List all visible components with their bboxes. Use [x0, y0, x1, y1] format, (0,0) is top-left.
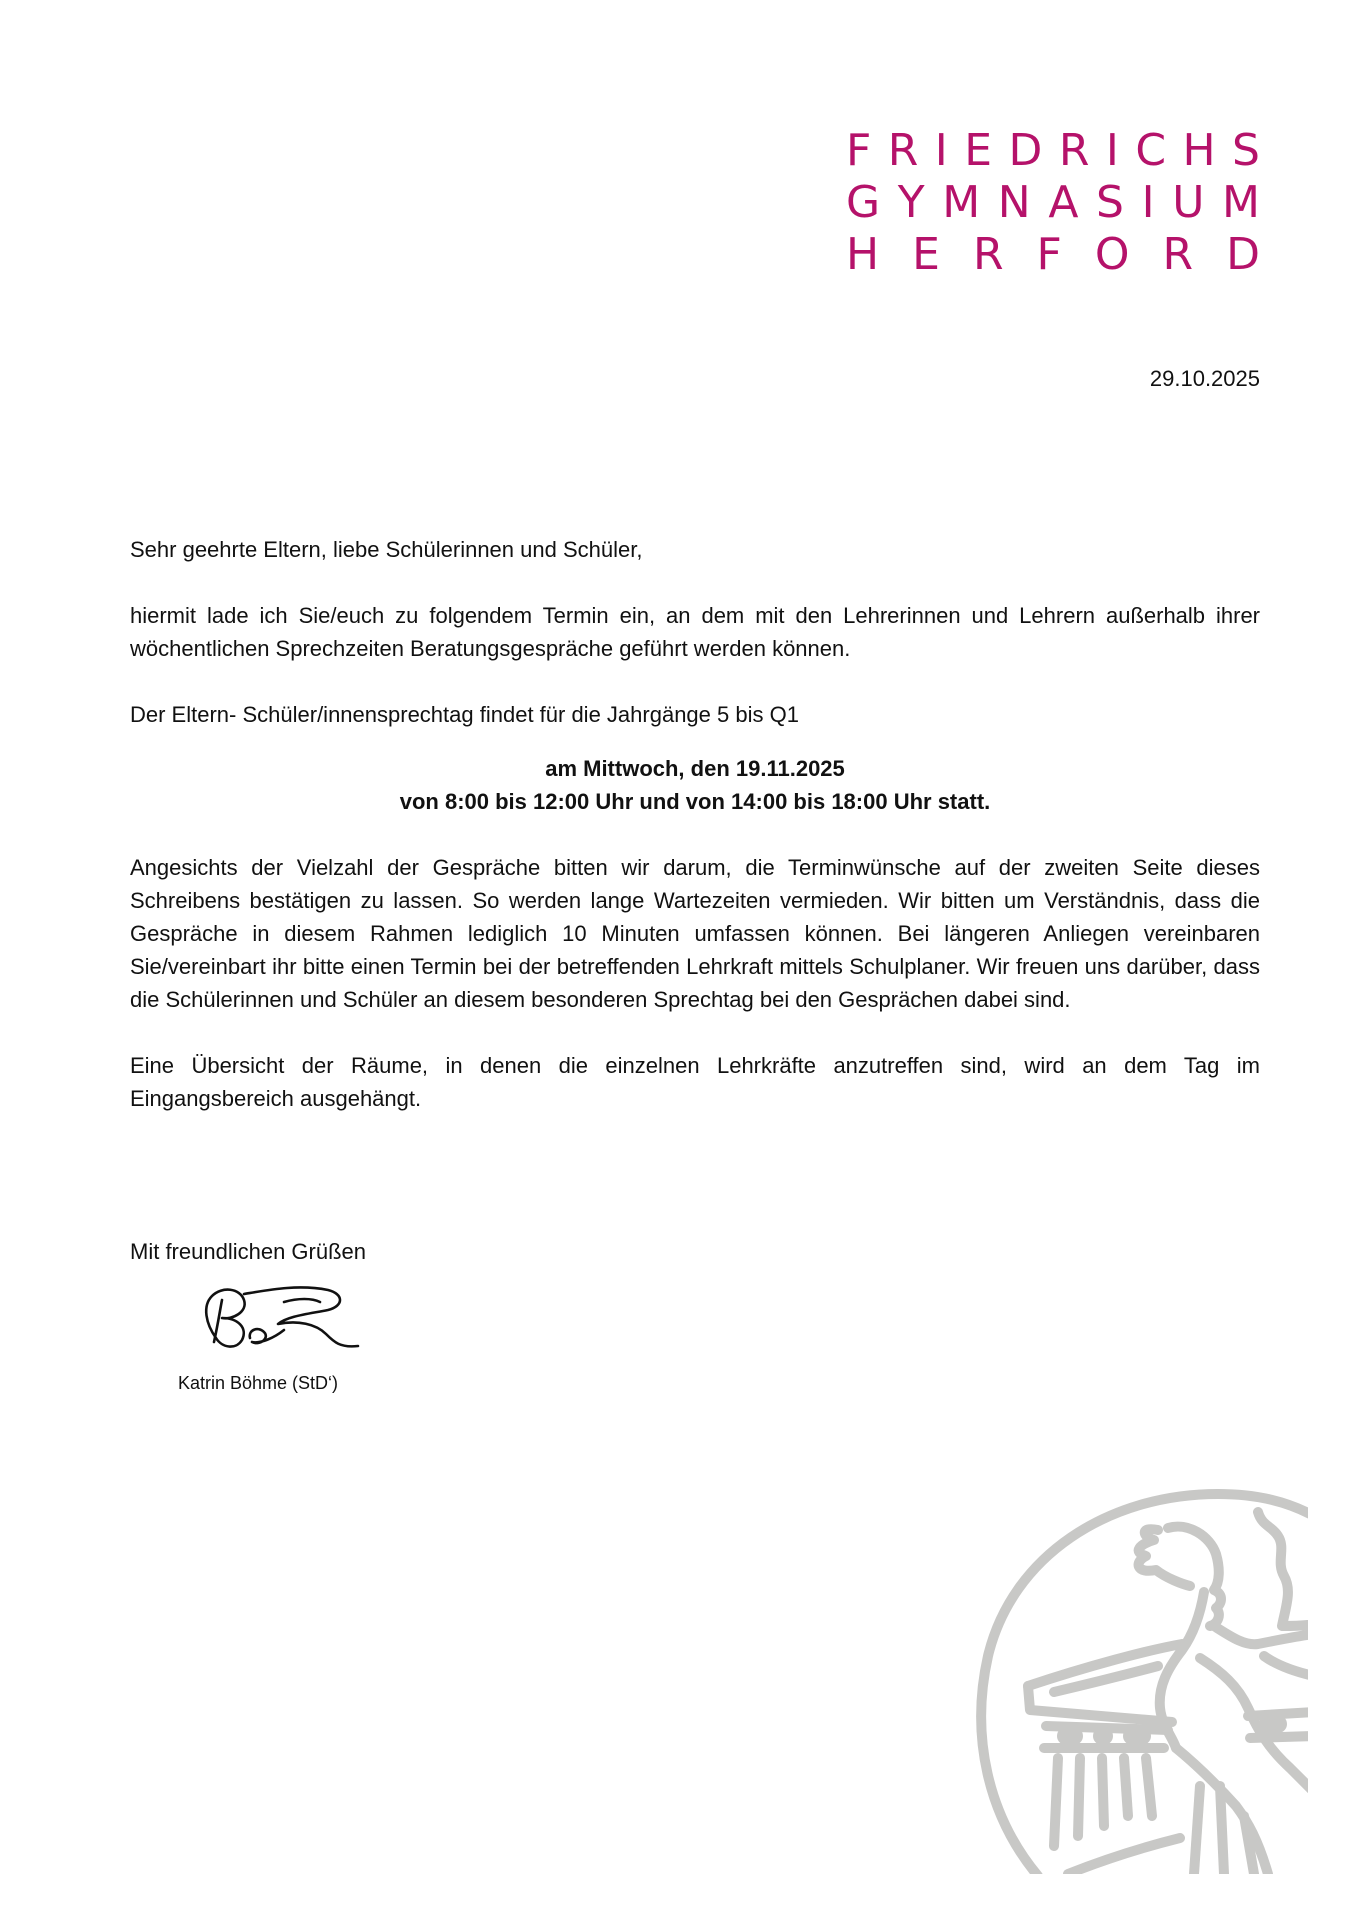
letterhead-letter: M	[942, 177, 981, 228]
letterhead-letter: C	[1135, 125, 1167, 176]
letter-body	[130, 533, 1260, 1115]
letterhead-letter: I	[934, 125, 948, 176]
school-letterhead-logo	[846, 126, 1260, 282]
signature-icon	[188, 1276, 368, 1366]
letterhead-letter: U	[1172, 177, 1205, 228]
letterhead-letter: O	[1094, 229, 1130, 280]
letterhead-letter: F	[846, 125, 872, 176]
letterhead-line-3	[846, 230, 1260, 280]
letterhead-letter: S	[1096, 177, 1124, 228]
letter-date: 29.10.2025	[1149, 366, 1260, 391]
paragraph-appointments: Angesichts der Vielzahl der Gespräche bitten wir darum, die Terminwünsche auf der zweiten Seite dieses Schreibens bestätigen zu lassen. So werden lange Wartezeiten vermieden. Wir bitten um Verständnis, dass die Gespräche in diesem Rahmen lediglich 10 Minuten umfassen können. Bei längeren Anliegen vereinbaren Sie/vereinbart ihr bitte einen Termin bei der betreffenden Lehrkraft mittels Schulplaner. Wir freuen uns darüber, dass die Schülerinnen und Schüler an diesem besonderen Sprechtag bei den Gesprächen dabei sind.	[130, 855, 1260, 1012]
school-emblem-icon	[968, 1486, 1308, 1874]
letterhead-letter: I	[1141, 177, 1155, 228]
letterhead-letter: Y	[897, 177, 925, 228]
letterhead-letter: F	[1036, 229, 1062, 280]
letterhead-letter: H	[846, 229, 880, 280]
letterhead-letter: I	[1105, 125, 1119, 176]
letterhead-letter: R	[1162, 229, 1194, 280]
closing-greeting: Mit freundlichen Grüßen	[130, 1239, 366, 1264]
event-date: am Mittwoch, den 19.11.2025	[545, 756, 845, 781]
letterhead-line-2	[846, 178, 1260, 228]
letterhead-letter: N	[997, 177, 1031, 228]
paragraph-event-intro: Der Eltern- Schüler/innensprechtag findet für die Jahrgänge 5 bis Q1	[130, 702, 799, 727]
letterhead-letter: R	[887, 125, 919, 176]
letterhead-letter: R	[972, 229, 1004, 280]
letterhead-letter: D	[1226, 229, 1260, 280]
letterhead-letter: S	[1232, 125, 1260, 176]
letterhead-letter: E	[912, 229, 940, 280]
letterhead-letter: G	[846, 177, 881, 228]
paragraph-room-overview: Eine Übersicht der Räume, in denen die einzelnen Lehrkräfte anzutreffen sind, wird an dem Tag im Eingangsbereich ausgehängt.	[130, 1053, 1260, 1111]
letterhead-letter: H	[1182, 125, 1216, 176]
letterhead-letter: M	[1222, 177, 1260, 228]
salutation: Sehr geehrte Eltern, liebe Schülerinnen und Schüler,	[130, 537, 643, 562]
letterhead-letter: R	[1058, 125, 1090, 176]
letterhead-letter: E	[964, 125, 993, 176]
letterhead-letter: D	[1008, 125, 1043, 176]
paragraph-invitation: hiermit lade ich Sie/euch zu folgendem Termin ein, an dem mit den Lehrerinnen und Lehrern außerhalb ihrer wöchentlichen Sprechzeiten Beratungsgespräche geführt werden können.	[130, 603, 1260, 661]
letterhead-line-1	[846, 126, 1260, 176]
letterhead-letter: A	[1048, 177, 1079, 228]
signer-name: Katrin Böhme (StD‘)	[178, 1373, 339, 1393]
event-time: von 8:00 bis 12:00 Uhr und von 14:00 bis 18:00 Uhr statt.	[399, 789, 991, 814]
event-details	[130, 752, 1260, 818]
